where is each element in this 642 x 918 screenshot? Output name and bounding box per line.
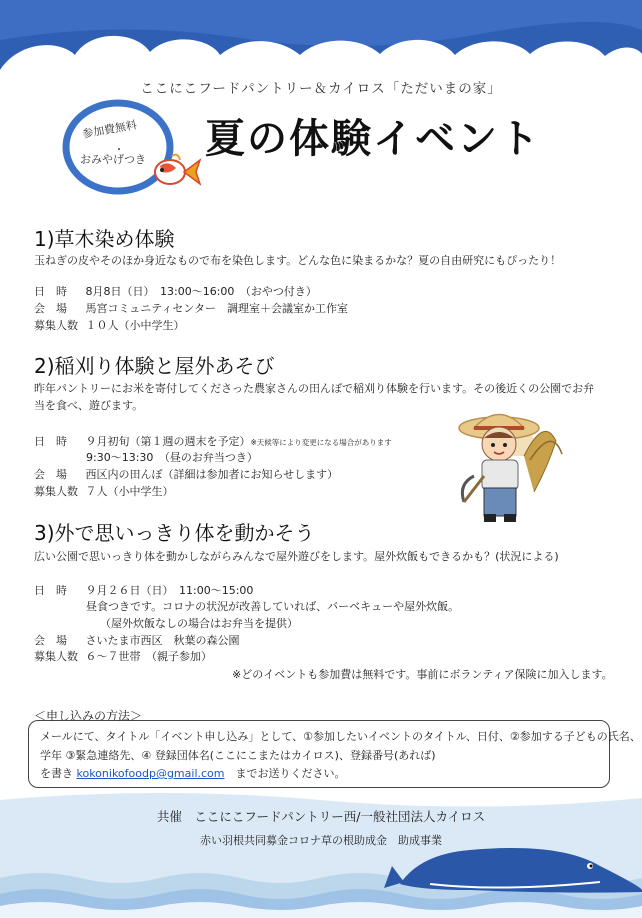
badge-dot: ・ — [114, 145, 124, 156]
section2-desc-line2: 当を食べ、遊びます。 — [34, 399, 144, 412]
date-value: ９月２６日（日） 11:00～15:00 — [85, 584, 254, 597]
date-label: 日 時 — [34, 584, 67, 597]
badge-souvenir: おみやげつき — [80, 153, 146, 166]
venue-label: 会 場 — [34, 302, 67, 315]
section2-capacity — [34, 483, 174, 499]
capacity-label: 募集人数 — [34, 319, 78, 332]
method-heading: ＜申し込みの方法＞ — [34, 709, 143, 723]
section3-capacity — [34, 648, 212, 664]
venue-value: 西区内の田んぼ（詳細は参加者にお知らせします） — [85, 468, 339, 481]
free-fee-footnote: ※どのイベントも参加費は無料です。事前にボランティア保険に加入します。 — [232, 668, 613, 681]
section3-venue — [34, 632, 240, 648]
email-link[interactable]: kokonikofoodp@gmail.com — [76, 767, 225, 780]
venue-value: 馬宮コミュニティセンター 調理室＋会議室か工作室 — [85, 302, 348, 315]
capacity-value: ６～７世帯 （親子参加） — [85, 650, 212, 663]
capacity-label: 募集人数 — [34, 650, 78, 663]
section2-desc-line1: 昨年パントリーにお米を寄付してくださった農家さんの田んぼで稲刈り体験を行います。その後近くの公園でお弁 — [34, 382, 595, 395]
section3-detail1: 昼食つきです。コロナの状況が改善していれば、バーベキューや屋外炊飯。 — [86, 600, 460, 613]
method-line3 — [40, 765, 346, 781]
venue-label: 会 場 — [34, 468, 67, 481]
capacity-value: １０人（小中学生） — [85, 319, 185, 332]
section2-time: 9:30～13:30 （昼のお弁当つき） — [86, 451, 258, 464]
section1-capacity — [34, 317, 185, 333]
section3-heading: 3)外で思いっきり体を動かそう — [34, 521, 315, 545]
date-note: ※天候等により変更になる場合があります — [250, 438, 392, 447]
cohost-line: 共催 ここにこフードパントリー西/一般社団法人カイロス — [156, 809, 486, 824]
section2-date — [34, 433, 392, 449]
grant-line: 赤い羽根共同募金コロナ草の根助成金 助成事業 — [200, 834, 442, 847]
badge-free-fee: 参加費無料 — [81, 118, 138, 141]
goldfish-icon — [150, 150, 202, 192]
date-label: 日 時 — [34, 435, 67, 448]
venue-value: さいたま市西区 秋葉の森公園 — [85, 634, 240, 647]
date-value: ９月初旬（第１週の週末を予定） — [85, 435, 251, 448]
section1-heading: 1)草木染め体験 — [34, 227, 175, 251]
capacity-value: ７人（小中学生） — [85, 485, 174, 498]
section2-venue — [34, 466, 338, 482]
section2-heading: 2)稲刈り体験と屋外あそび — [34, 354, 275, 378]
capacity-label: 募集人数 — [34, 485, 78, 498]
section3-detail2: （屋外炊飯なしの場合はお弁当を提供） — [100, 617, 298, 630]
date-label: 日 時 — [34, 285, 67, 298]
method-line2: 学年 ③緊急連絡先、④ 登録団体名(ここにこまたはカイロス)、登録番号(あれば) — [40, 749, 436, 762]
section1-desc: 玉ねぎの皮やそのほか身近なもので布を染色します。どんな色に染まるかな？夏の自由研究にもぴったり！ — [34, 254, 562, 267]
organizer-subtitle: ここにこフードパントリー＆カイロス「ただいまの家」 — [140, 81, 502, 97]
section1-date — [34, 283, 317, 299]
section3-date — [34, 582, 253, 598]
method-line3-suffix: までお送りください。 — [224, 767, 346, 780]
date-value: 8月8日（日） 13:00～16:00 （おやつ付き） — [85, 285, 317, 298]
method-line1: メールにて、タイトル「イベント申し込み」として、①参加したいイベントのタイトル、日付、②参加する子どもの氏名、 — [40, 730, 641, 743]
method-line3-prefix: を書き — [40, 767, 77, 780]
farmer-boy-illustration — [444, 396, 574, 524]
section1-venue — [34, 300, 348, 316]
page-title: 夏の体験イベント — [205, 115, 541, 162]
venue-label: 会 場 — [34, 634, 67, 647]
section3-desc: 広い公園で思いっきり体を動かしながらみんなで屋外遊びをします。屋外炊飯もできるかも？(状況による) — [34, 550, 559, 563]
